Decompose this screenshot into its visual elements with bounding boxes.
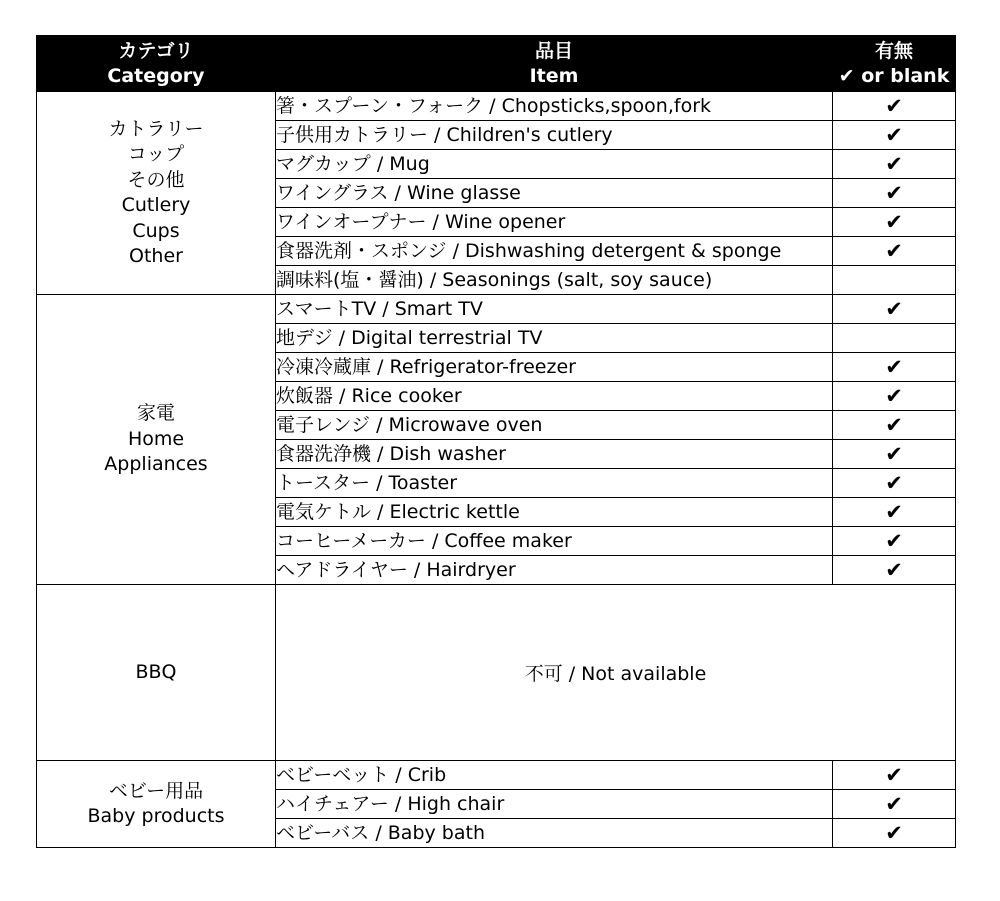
check-mark: ✔ xyxy=(833,761,956,790)
item-label: ベビーベット / Crib xyxy=(276,761,833,790)
check-mark: ✔ xyxy=(833,179,956,208)
item-label: ワイングラス / Wine glasse xyxy=(276,179,833,208)
item-label: コーヒーメーカー / Coffee maker xyxy=(276,527,833,556)
check-mark: ✔ xyxy=(833,469,956,498)
item-label: 調味料(塩・醤油) / Seasonings (salt, soy sauce) xyxy=(276,266,833,295)
table-row xyxy=(37,761,956,790)
category-line: Baby products xyxy=(87,805,225,827)
table-row xyxy=(37,92,956,121)
item-label: 炊飯器 / Rice cooker xyxy=(276,382,833,411)
category-line: コップ xyxy=(127,143,185,165)
category-header-ja: カテゴリ xyxy=(118,39,194,62)
category-header-en: Category xyxy=(107,64,205,87)
item-label: ヘアドライヤー / Hairdryer xyxy=(276,556,833,585)
check-mark: ✔ xyxy=(833,92,956,121)
check-mark: ✔ xyxy=(833,237,956,266)
availability-header-ja: 有無 xyxy=(874,39,913,62)
category-cell-bbq xyxy=(37,585,276,761)
category-line: Cutlery xyxy=(121,194,191,216)
item-header-en: Item xyxy=(529,64,579,87)
amenities-table xyxy=(36,35,956,848)
check-mark: ✔ xyxy=(833,121,956,150)
category-line: Appliances xyxy=(104,453,208,476)
category-line: Cups xyxy=(132,219,180,242)
check-mark xyxy=(833,324,956,353)
table-row xyxy=(37,295,956,324)
item-label: 食器洗浄機 / Dish washer xyxy=(276,440,833,469)
item-header-ja: 品目 xyxy=(534,39,573,62)
category-line: Home xyxy=(127,427,185,450)
check-mark: ✔ xyxy=(833,498,956,527)
item-label: 冷凍冷蔵庫 / Refrigerator-freezer xyxy=(276,353,833,382)
item-label: トースター / Toaster xyxy=(276,469,833,498)
category-cell-cutlery xyxy=(37,92,276,295)
availability-header-en: ✔ or blank xyxy=(838,64,950,87)
check-mark: ✔ xyxy=(833,411,956,440)
check-mark: ✔ xyxy=(833,382,956,411)
check-mark: ✔ xyxy=(833,440,956,469)
item-label: マグカップ / Mug xyxy=(276,150,833,179)
header-row xyxy=(37,36,956,92)
amenities-body xyxy=(37,92,956,848)
check-mark: ✔ xyxy=(833,556,956,585)
check-mark: ✔ xyxy=(833,150,956,179)
item-header xyxy=(276,36,833,92)
check-mark xyxy=(833,266,956,295)
table-row xyxy=(37,585,956,761)
category-line: BBQ xyxy=(135,660,177,683)
item-label: ベビーバス / Baby bath xyxy=(276,819,833,848)
not-available-text: 不可 / Not available xyxy=(276,585,956,761)
item-label: 子供用カトラリー / Children's cutlery xyxy=(276,121,833,150)
category-cell-baby-products xyxy=(37,761,276,848)
check-mark: ✔ xyxy=(833,208,956,237)
check-mark: ✔ xyxy=(833,527,956,556)
item-label: 電子レンジ / Microwave oven xyxy=(276,411,833,440)
item-label: 地デジ / Digital terrestrial TV xyxy=(276,324,833,353)
item-label: スマートTV / Smart TV xyxy=(276,295,833,324)
item-label: 箸・スプーン・フォーク / Chopsticks,spoon,fork xyxy=(276,92,833,121)
category-line: 家電 xyxy=(136,402,175,425)
check-mark: ✔ xyxy=(833,353,956,382)
check-mark: ✔ xyxy=(833,790,956,819)
category-line: ベビー用品 xyxy=(108,779,204,802)
category-line: カトラリー xyxy=(108,117,204,140)
category-cell-home-appliances xyxy=(37,295,276,585)
item-label: ワインオープナー / Wine opener xyxy=(276,208,833,237)
category-header xyxy=(37,36,276,92)
availability-header xyxy=(833,36,956,92)
item-label: 電気ケトル / Electric kettle xyxy=(276,498,833,527)
item-label: ハイチェアー / High chair xyxy=(276,790,833,819)
item-label: 食器洗剤・スポンジ / Dishwashing detergent & sponge xyxy=(276,237,833,266)
check-mark: ✔ xyxy=(833,295,956,324)
category-line: Other xyxy=(129,245,183,267)
check-mark: ✔ xyxy=(833,819,956,848)
category-line: その他 xyxy=(127,168,185,191)
